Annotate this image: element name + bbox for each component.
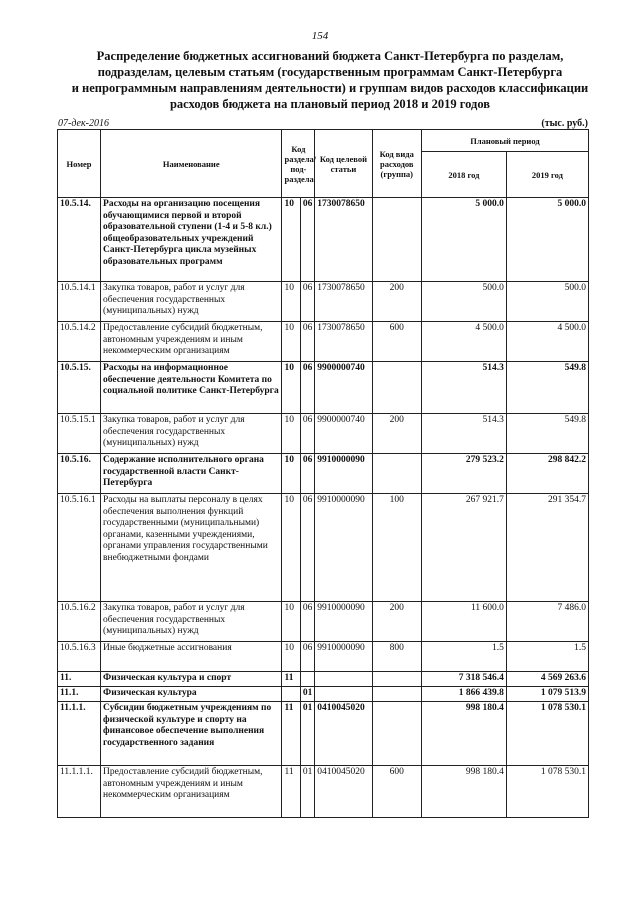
header-name: Наименование [101, 130, 282, 198]
row-amount-2018: 1.5 [421, 642, 506, 672]
row-amount-2019: 1.5 [506, 642, 588, 672]
row-amount-2018: 1 866 439.8 [421, 687, 506, 702]
page-number: 154 [311, 30, 329, 42]
row-name: Закупка товаров, работ и услуг для обеспечения государственных (муниципальных) нужд [101, 414, 282, 454]
table-row [58, 322, 589, 362]
row-section: 11 [282, 766, 300, 818]
row-amount-2019: 549.8 [506, 362, 588, 414]
row-subsection: 01 [300, 766, 314, 818]
header-planned-period: Плановый период [421, 130, 588, 152]
row-number: 10.5.16.1 [58, 494, 101, 602]
row-expense-type [372, 687, 421, 702]
row-name: Физическая культура и спорт [101, 672, 282, 687]
row-section: 10 [282, 454, 300, 494]
row-number: 10.5.16.2 [58, 602, 101, 642]
row-section: 10 [282, 602, 300, 642]
row-target-code: 0410045020 [315, 766, 372, 818]
header-number: Номер [58, 130, 101, 198]
row-section: 10 [282, 494, 300, 602]
row-subsection: 06 [300, 282, 314, 322]
table-row [58, 602, 589, 642]
row-amount-2018: 998 180.4 [421, 766, 506, 818]
row-expense-type: 600 [372, 766, 421, 818]
row-amount-2018: 500.0 [421, 282, 506, 322]
row-amount-2019: 1 079 513.9 [506, 687, 588, 702]
row-name: Субсидии бюджетным учреждениям по физической культуре и спорту на финансовое обеспечение выполнения государственного задания [101, 702, 282, 766]
table-row [58, 642, 589, 672]
row-amount-2019: 500.0 [506, 282, 588, 322]
row-target-code: 1730078650 [315, 282, 372, 322]
table-row [58, 198, 589, 282]
row-amount-2018: 514.3 [421, 362, 506, 414]
row-subsection: 06 [300, 602, 314, 642]
row-expense-type [372, 198, 421, 282]
row-expense-type: 200 [372, 602, 421, 642]
row-number: 11.1.1.1. [58, 766, 101, 818]
row-amount-2019: 4 500.0 [506, 322, 588, 362]
row-subsection: 06 [300, 494, 314, 602]
title-line: расходов бюджета на плановый период 2018 и 2019 годов [169, 97, 491, 111]
row-name: Иные бюджетные ассигнования [101, 642, 282, 672]
row-expense-type [372, 672, 421, 687]
row-target-code: 9900000740 [315, 414, 372, 454]
row-name: Предоставление субсидий бюджетным, автономным учреждениям и иным некоммерческим организациям [101, 766, 282, 818]
row-expense-type: 600 [372, 322, 421, 362]
table-row [58, 414, 589, 454]
row-name: Расходы на выплаты персоналу в целях обеспечения выполнения функций государственными (муниципальными) органами, казенными учреждениями, органами управления государственными внебюджетными фондами [101, 494, 282, 602]
row-number: 10.5.14.2 [58, 322, 101, 362]
table-row [58, 494, 589, 602]
row-amount-2018: 514.3 [421, 414, 506, 454]
row-amount-2019: 7 486.0 [506, 602, 588, 642]
row-subsection: 06 [300, 642, 314, 672]
table-row [58, 672, 589, 687]
row-expense-type [372, 362, 421, 414]
row-section: 10 [282, 198, 300, 282]
row-subsection: 06 [300, 414, 314, 454]
table-row [58, 702, 589, 766]
row-target-code [315, 687, 372, 702]
row-expense-type [372, 454, 421, 494]
row-target-code: 1730078650 [315, 322, 372, 362]
row-amount-2019: 291 354.7 [506, 494, 588, 602]
row-expense-type: 800 [372, 642, 421, 672]
row-subsection: 06 [300, 322, 314, 362]
row-subsection [300, 672, 314, 687]
row-number: 10.5.16.3 [58, 642, 101, 672]
row-subsection: 01 [300, 687, 314, 702]
title-line: Распределение бюджетных ассигнований бюджета Санкт-Петербурга по разделам, [96, 49, 564, 63]
table-row [58, 454, 589, 494]
row-target-code: 9910000090 [315, 454, 372, 494]
row-amount-2018: 279 523.2 [421, 454, 506, 494]
row-name: Закупка товаров, работ и услуг для обеспечения государственных (муниципальных) нужд [101, 602, 282, 642]
table-row [58, 362, 589, 414]
row-number: 11.1.1. [58, 702, 101, 766]
title-line: и непрограммным направлениям деятельности) и группам видов расходов классификации [71, 81, 589, 95]
row-target-code: 9910000090 [315, 642, 372, 672]
row-name: Предоставление субсидий бюджетным, автономным учреждениям и иным некоммерческим организациям [101, 322, 282, 362]
row-amount-2019: 5 000.0 [506, 198, 588, 282]
header-section: Код раздела/ под- раздела [282, 130, 315, 198]
row-number: 11. [58, 672, 101, 687]
row-expense-type: 200 [372, 282, 421, 322]
row-section: 10 [282, 642, 300, 672]
row-amount-2019: 549.8 [506, 414, 588, 454]
row-name: Расходы на организацию посещения обучающимися первой и второй образовательной ступени (1-4 и 5-8 кл.) общеобразовательных учреждений Санкт-Петербурга цикла музейных образовательных программ [101, 198, 282, 282]
row-subsection: 06 [300, 198, 314, 282]
row-target-code: 9900000740 [315, 362, 372, 414]
header-year-2018: 2018 год [421, 152, 506, 198]
row-subsection: 06 [300, 454, 314, 494]
row-section: 10 [282, 414, 300, 454]
table-row [58, 687, 589, 702]
row-section: 11 [282, 672, 300, 687]
row-number: 11.1. [58, 687, 101, 702]
row-amount-2018: 5 000.0 [421, 198, 506, 282]
row-amount-2018: 7 318 546.4 [421, 672, 506, 687]
row-target-code: 9910000090 [315, 494, 372, 602]
header-expense-type: Код вида расходов (группа) [372, 130, 421, 198]
row-expense-type: 200 [372, 414, 421, 454]
document-date: 07-дек-2016 [58, 118, 109, 129]
row-name: Физическая культура [101, 687, 282, 702]
table-row [58, 766, 589, 818]
row-number: 10.5.14.1 [58, 282, 101, 322]
row-amount-2018: 11 600.0 [421, 602, 506, 642]
header-year-2019: 2019 год [506, 152, 588, 198]
row-section: 10 [282, 322, 300, 362]
row-amount-2019: 1 078 530.1 [506, 766, 588, 818]
row-section: 10 [282, 362, 300, 414]
row-name: Расходы на информационное обеспечение деятельности Комитета по социальной политике Санкт-Петербурга [101, 362, 282, 414]
row-name: Содержание исполнительного органа государственной власти Санкт-Петербурга [101, 454, 282, 494]
row-amount-2019: 1 078 530.1 [506, 702, 588, 766]
row-subsection: 01 [300, 702, 314, 766]
row-target-code: 0410045020 [315, 702, 372, 766]
row-amount-2018: 267 921.7 [421, 494, 506, 602]
row-target-code: 9910000090 [315, 602, 372, 642]
document-title [40, 48, 620, 112]
units-label: (тыс. руб.) [541, 118, 588, 129]
row-expense-type [372, 702, 421, 766]
row-section: 11 [282, 702, 300, 766]
row-subsection: 06 [300, 362, 314, 414]
row-target-code [315, 672, 372, 687]
row-target-code: 1730078650 [315, 198, 372, 282]
row-section: 10 [282, 282, 300, 322]
header-target: Код целевой статьи [315, 130, 372, 198]
row-number: 10.5.15. [58, 362, 101, 414]
row-number: 10.5.16. [58, 454, 101, 494]
title-line: подразделам, целевым статьям (государственным программам Санкт-Петербурга [97, 65, 563, 79]
row-number: 10.5.14. [58, 198, 101, 282]
row-name: Закупка товаров, работ и услуг для обеспечения государственных (муниципальных) нужд [101, 282, 282, 322]
row-amount-2018: 998 180.4 [421, 702, 506, 766]
row-expense-type: 100 [372, 494, 421, 602]
row-number: 10.5.15.1 [58, 414, 101, 454]
row-amount-2019: 4 569 263.6 [506, 672, 588, 687]
table-row [58, 282, 589, 322]
row-section [282, 687, 300, 702]
row-amount-2019: 298 842.2 [506, 454, 588, 494]
row-amount-2018: 4 500.0 [421, 322, 506, 362]
budget-table [57, 129, 589, 818]
